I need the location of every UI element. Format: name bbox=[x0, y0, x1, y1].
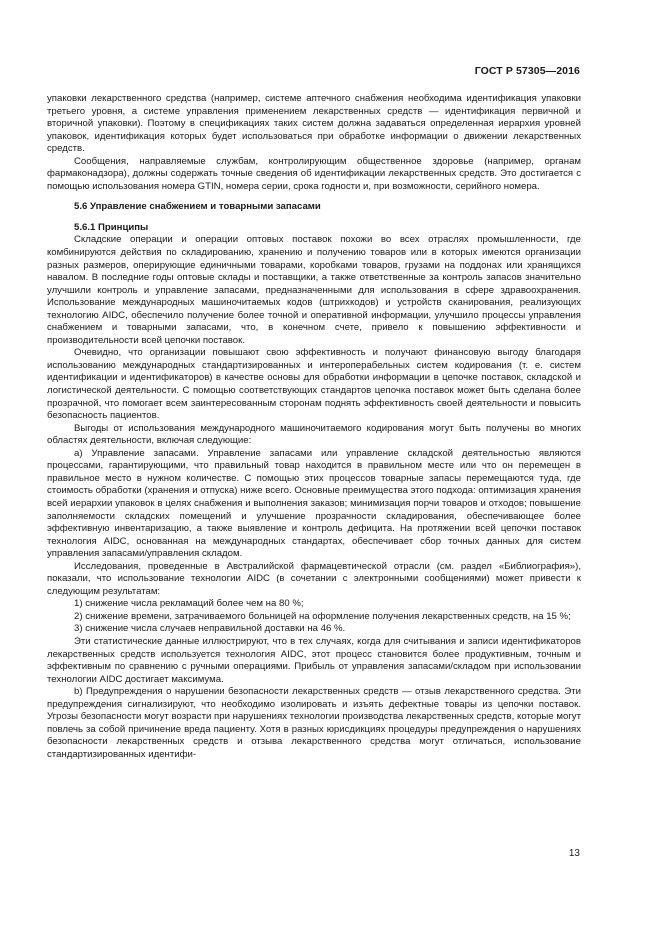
document-body bbox=[47, 93, 581, 761]
section-heading: 5.6 Управление снабжением и товарными запасами bbox=[74, 201, 321, 213]
list-item: 1) снижение числа рекламаций более чем на 80 %; bbox=[74, 598, 304, 610]
paragraph: Сообщения, направляемые службам, контролирующим общественное здоровье (например, органам фармаконадзора), должны содержать точные сведения об идентификации лекарственных средств. Это достигается с помощью использования номера GTIN, номера серии, срока годности и, при возможности, серийного номера. bbox=[47, 155, 581, 192]
paragraph: упаковки лекарственного средства (например, системе аптечного снабжения необходима идентификация упаковки третьего уровня, а системе управления применением лекарственных средств — идентификация первичной и вторичной упаковки). Поэтому в спецификациях таких систем должна задаваться определенная иерархия уровней упаковок, идентификация которых будет использоваться при обработке информации о движении лекарственных средств. bbox=[47, 93, 581, 155]
page-number: 13 bbox=[568, 848, 580, 859]
paragraph: Выгоды от использования международного машиночитаемого кодирования могут быть получены во многих областях деятельности, включая следующие: bbox=[47, 422, 581, 447]
document-header: ГОСТ Р 57305—2016 bbox=[474, 65, 580, 77]
list-item: a) Управление запасами. Управление запасами или управление складской деятельностью являются процессами, гарантирующими, что правильный товар находится в правильном месте или что он перемещен в правильное место в нужном количестве. С помощью этих процессов товарные запасы перемещаются туда, где стоимость обработки (хранения и отпуска) ниже всего. Основные преимущества этого подхода: оптимизация хранения всей иерархии упаковок в целях снабжения и выполнения заказов; минимизация порчи товаров и отходов; повышение заполняемости складских помещений и улучшение прозрачности складирования, обеспечивающее более эффективную инвентаризацию, а также выявление и контроль дефицита. На протяжении всей цепочки поставок технология AIDC, основанная на международных стандартах, обеспечивает сбор точных данных для систем управления запасами/управления складом. bbox=[47, 447, 581, 560]
list-item: 2) снижение времени, затрачиваемого больницей на оформление получения лекарственных средств, на 15 %; bbox=[74, 610, 571, 622]
paragraph: Эти статистические данные иллюстрируют, что в тех случаях, когда для считывания и записи идентификаторов лекарственных средств используется технология AIDC, этот процесс становится более продуктивным, точным и эффективным по сравнению с ручными операциями. Прибыль от управления запасами/складом при использовании технологии AIDC достигает максимума. bbox=[47, 635, 581, 685]
list-item: 3) снижение числа случаев неправильной доставки на 46 %. bbox=[74, 623, 346, 635]
list-item: b) Предупреждения о нарушении безопасности лекарственных средств — отзыв лекарственного средства. Эти предупреждения сигнализируют, что необходимо изолировать и изъять дефектные товары из цепочки поставок. Угрозы безопасности могут возрасти при нарушениях технологии производства лекарственных средств, которые могут повлечь за собой причинение вреда пациенту. Хотя в разных юрисдикциях процедуры предупреждения о нарушениях безопасности лекарственных средств и отзыва лекарственного средства могут отличаться, использование стандартизированных идентифи- bbox=[47, 686, 581, 760]
subsection-heading: 5.6.1 Принципы bbox=[74, 221, 149, 233]
paragraph: Складские операции и операции оптовых поставок похожи во всех отраслях промышленности, где комбинируются действия по складированию, хранению и получению товаров или в которых имеются организации разных размеров, оперирующие единичными товарами, коробками товаров, грузами на поддонах или хранящихся навалом. В последние годы оптовые склады и поставщики, а также ответственные за контроль запасов значительно улучшили контроль и управление запасами, предназначенными для использования в сфере здравоохранения. Использование международных машиночитаемых кодов (штрихкодов) и устройств сканирования, реализующих технологию AIDC, обеспечило получение более точной и оперативной информации, улучшило процессы управления снабжением и товарными запасами, что, в конечном счете, привело к повышению эффективности и производительности всей цепочки поставок. bbox=[47, 234, 581, 346]
paragraph: Очевидно, что организации повышают свою эффективность и получают финансовую выгоду благодаря использованию международных стандартизированных и интероперабельных систем кодирования (т. е. систем идентификации и идентификаторов) в качестве основы для обработки информации в цепочке поставок, складской и логистической деятельности. С помощью соответствующих стандартов цепочка поставок может быть сделана более прозрачной, что помогает всем заинтересованным сторонам поднять эффективность своей деятельности и повысить безопасность пациентов. bbox=[47, 347, 581, 422]
paragraph: Исследования, проведенные в Австралийской фармацевтической отрасли (см. раздел «Библиография»), показали, что использование технологии AIDC (в сочетании с электронными сообщениями) может привести к следующим результатам: bbox=[47, 560, 581, 597]
